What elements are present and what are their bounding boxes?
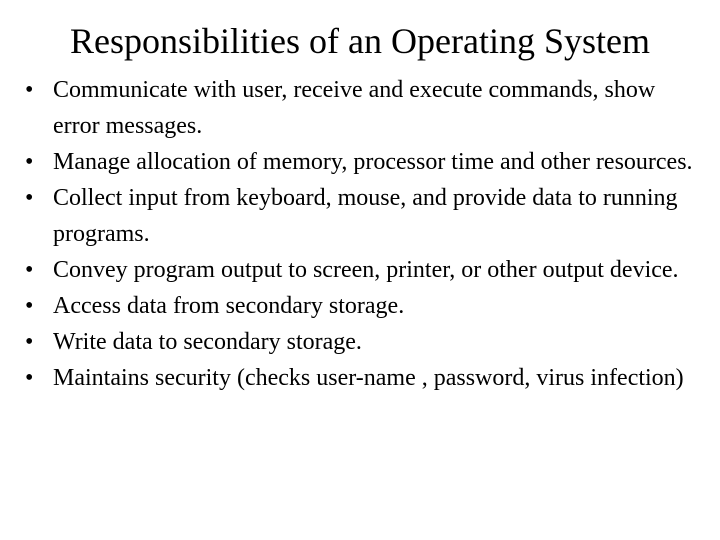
bullet-item — [25, 324, 705, 360]
bullet-text: Access data from secondary storage. — [53, 293, 405, 319]
bullet-text: Communicate with user, receive and execute commands, show error messages. — [53, 77, 656, 139]
bullet-glyph: • — [25, 257, 34, 283]
bullet-glyph: • — [25, 329, 34, 355]
bullet-text: Convey program output to screen, printer, or other output device. — [53, 257, 679, 283]
bullet-glyph: • — [25, 293, 34, 319]
bullet-glyph: • — [25, 185, 34, 211]
bullet-item — [25, 72, 705, 144]
bullet-list — [25, 72, 705, 396]
bullet-glyph: • — [25, 365, 34, 391]
bullet-text: Collect input from keyboard, mouse, and provide data to running programs. — [53, 185, 678, 247]
bullet-text: Manage allocation of memory, processor time and other resources. — [53, 149, 693, 175]
bullet-item — [25, 144, 705, 180]
bullet-text: Write data to secondary storage. — [53, 329, 362, 355]
bullet-glyph: • — [25, 77, 34, 103]
bullet-text: Maintains security (checks user-name , password, virus infection) — [53, 365, 684, 391]
slide-title: Responsibilities of an Operating System — [70, 21, 650, 61]
bullet-item — [25, 180, 705, 252]
bullet-item — [25, 288, 705, 324]
bullet-item — [25, 252, 705, 288]
bullet-glyph: • — [25, 149, 34, 175]
bullet-item — [25, 360, 705, 396]
